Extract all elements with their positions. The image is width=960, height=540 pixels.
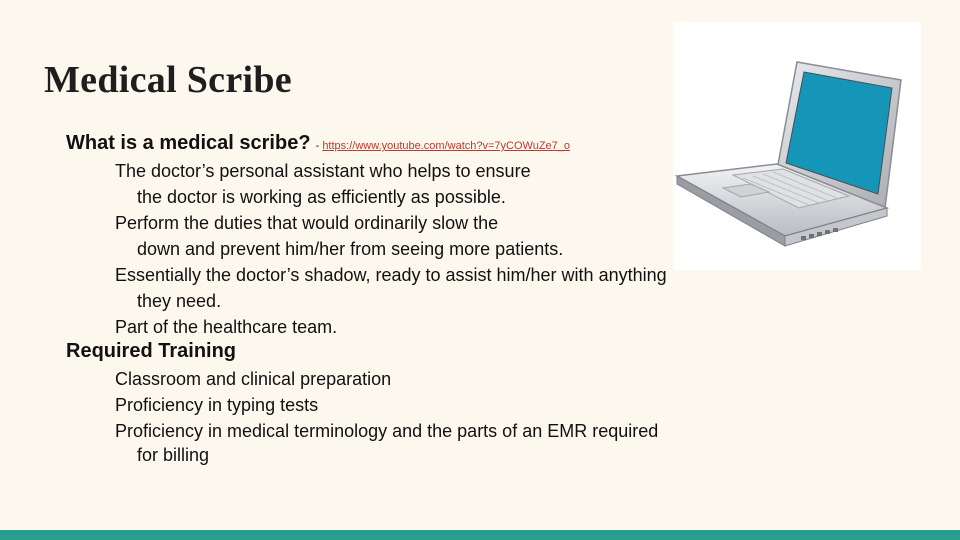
bullet-line: they need. bbox=[137, 291, 222, 311]
section-heading-training: Required Training bbox=[66, 340, 237, 362]
bullet-line: Proficiency in typing tests bbox=[115, 395, 319, 415]
laptop-image bbox=[673, 22, 921, 270]
bullet-line: Perform the duties that would ordinarily slow the bbox=[115, 213, 499, 233]
link-separator: - bbox=[312, 140, 323, 152]
laptop-icon bbox=[673, 22, 921, 270]
bullet-line: down and prevent him/her from seeing more patients. bbox=[137, 239, 564, 259]
bullet-line: Part of the healthcare team. bbox=[115, 317, 338, 337]
section-heading-scribe bbox=[66, 132, 570, 157]
heading-text: What is a medical scribe? bbox=[66, 132, 311, 154]
bullet-line: for billing bbox=[137, 445, 210, 465]
youtube-link[interactable]: https://www.youtube.com/watch?v=7yCOWuZe7_o bbox=[322, 140, 571, 152]
bullet-line: Essentially the doctor’s shadow, ready to assist him/her with anything bbox=[115, 265, 667, 285]
bullet-line: The doctor’s personal assistant who helps to ensure bbox=[115, 161, 531, 181]
bullet-line: the doctor is working as efficiently as possible. bbox=[137, 187, 506, 207]
slide-title: Medical Scribe bbox=[44, 59, 292, 101]
bullet-line: Proficiency in medical terminology and the parts of an EMR required bbox=[115, 421, 659, 441]
footer-accent-bar bbox=[0, 530, 960, 540]
bullet-line: Classroom and clinical preparation bbox=[115, 369, 392, 389]
